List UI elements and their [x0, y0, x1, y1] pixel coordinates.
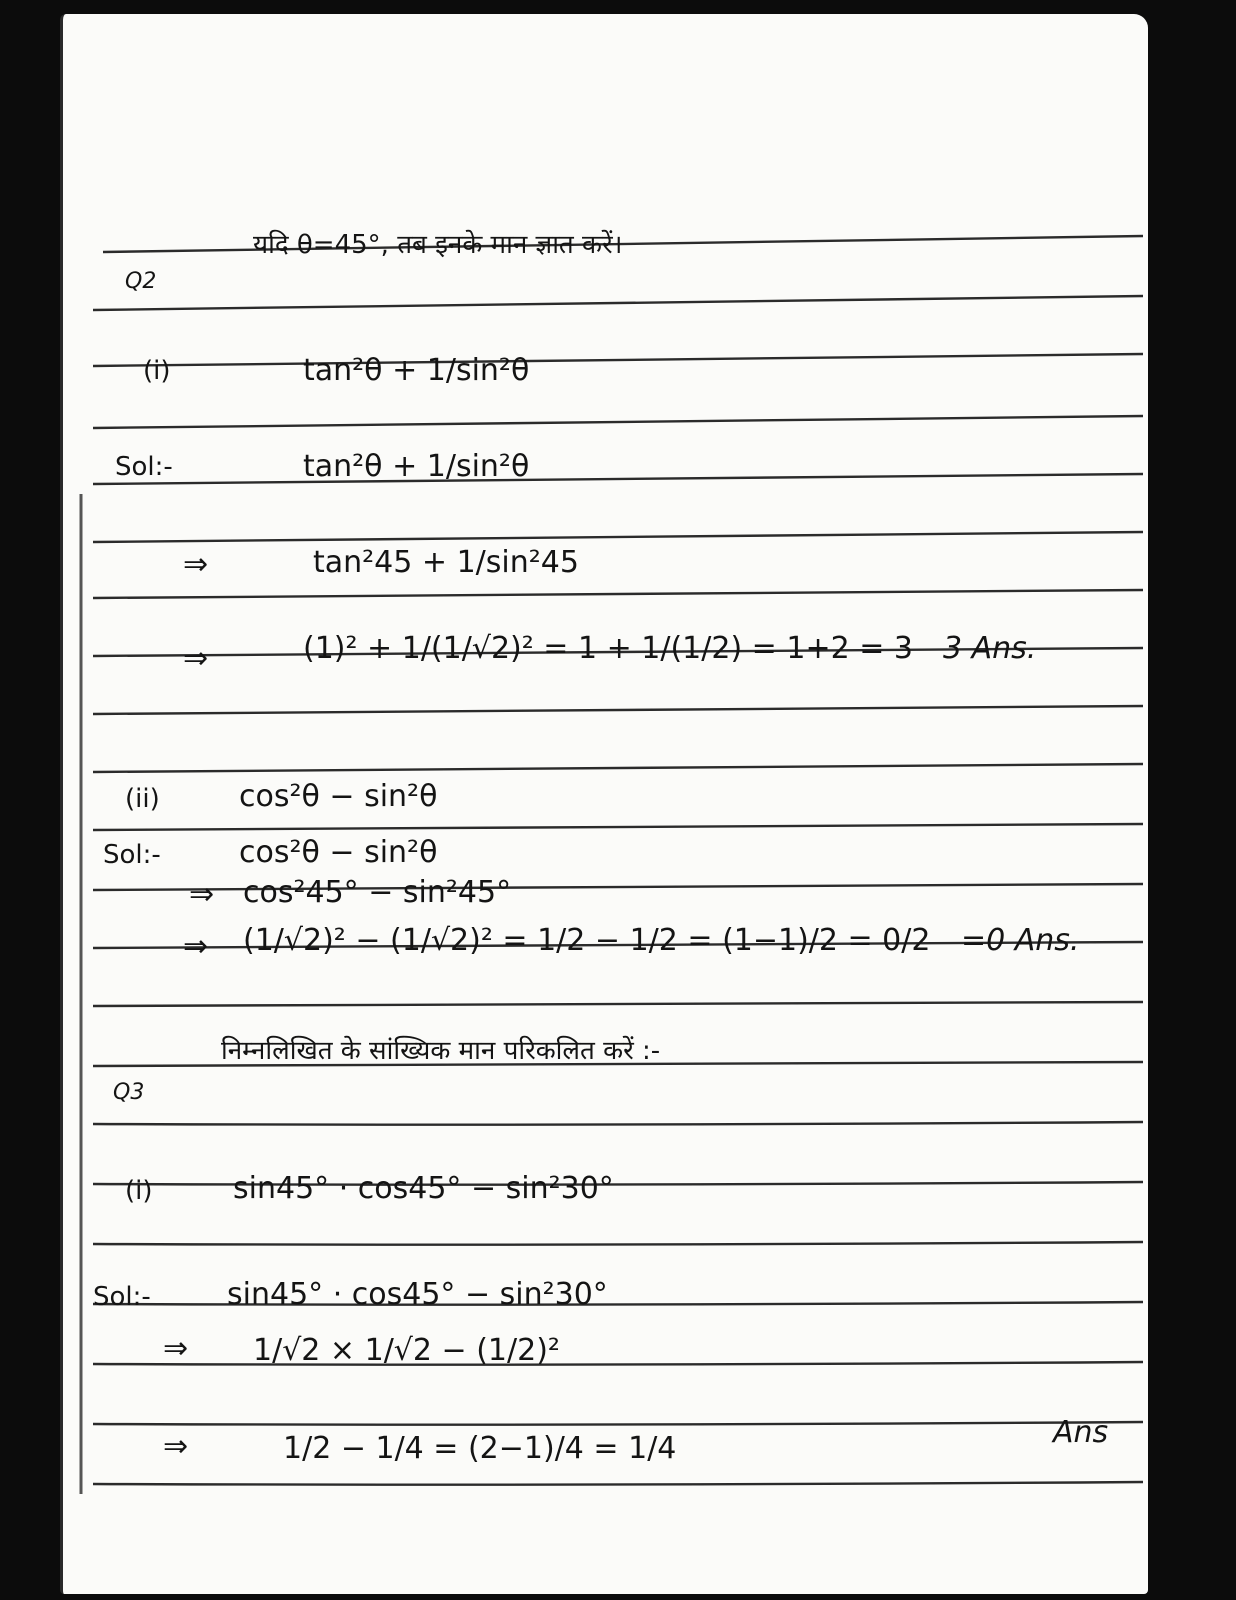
q2-part-ii-step-1: cos²θ − sin²θ	[239, 835, 438, 870]
implies-arrow: ⇒	[189, 877, 215, 912]
q3-part-i-step-1: sin45° · cos45° − sin²30°	[227, 1277, 608, 1312]
q2-part-i-step-3: (1)² + 1/(1/√2)² = 1 + 1/(1/2) = 1+2 = 3	[303, 631, 913, 666]
implies-arrow: ⇒	[183, 547, 209, 582]
q3-part-i-step-2: 1/√2 × 1/√2 − (1/2)²	[253, 1333, 560, 1368]
q2-instruction: यदि θ=45°, तब इनके मान ज्ञात करें।	[253, 230, 623, 260]
q3-part-i-step-3: 1/2 − 1/4 = (2−1)/4 = 1/4	[283, 1431, 677, 1466]
q3-instruction: निम्नलिखित के सांख्यिक मान परिकलित करें :-	[221, 1036, 661, 1066]
q2-part-ii-step-3: (1/√2)² − (1/√2)² = 1/2 − 1/2 = (1−1)/2 = 0/2	[243, 923, 931, 958]
q2-part-ii-expression: cos²θ − sin²θ	[239, 779, 438, 814]
q2-label: Q2	[125, 269, 157, 294]
q2-part-i-expression: tan²θ + 1/sin²θ	[303, 353, 530, 388]
q2-part-ii-answer: =0 Ans.	[961, 923, 1080, 958]
q3-part-i-answer: Ans	[1053, 1415, 1109, 1450]
q2-part-i-answer: 3 Ans.	[943, 631, 1037, 666]
q2-part-ii-label: (ii)	[125, 784, 160, 814]
q3-part-i-expression: sin45° · cos45° − sin²30°	[233, 1171, 614, 1206]
q2-part-i-step-1: tan²θ + 1/sin²θ	[303, 449, 530, 484]
q3-label: Q3	[113, 1080, 145, 1105]
implies-arrow: ⇒	[163, 1331, 189, 1366]
q2-part-i-step-2: tan²45 + 1/sin²45	[313, 545, 579, 580]
q2-part-ii-step-2: cos²45° − sin²45°	[243, 875, 512, 910]
implies-arrow: ⇒	[183, 929, 209, 964]
q2-part-i-sol-label: Sol:-	[115, 452, 173, 482]
q2-part-ii-sol-label: Sol:-	[103, 840, 161, 870]
q3-part-i-sol-label: Sol:-	[93, 1282, 151, 1312]
implies-arrow: ⇒	[163, 1429, 189, 1464]
q2-part-i-label: (i)	[143, 356, 171, 386]
q3-part-i-label: (i)	[125, 1176, 153, 1206]
implies-arrow: ⇒	[183, 641, 209, 676]
notebook-page	[60, 14, 1148, 1594]
